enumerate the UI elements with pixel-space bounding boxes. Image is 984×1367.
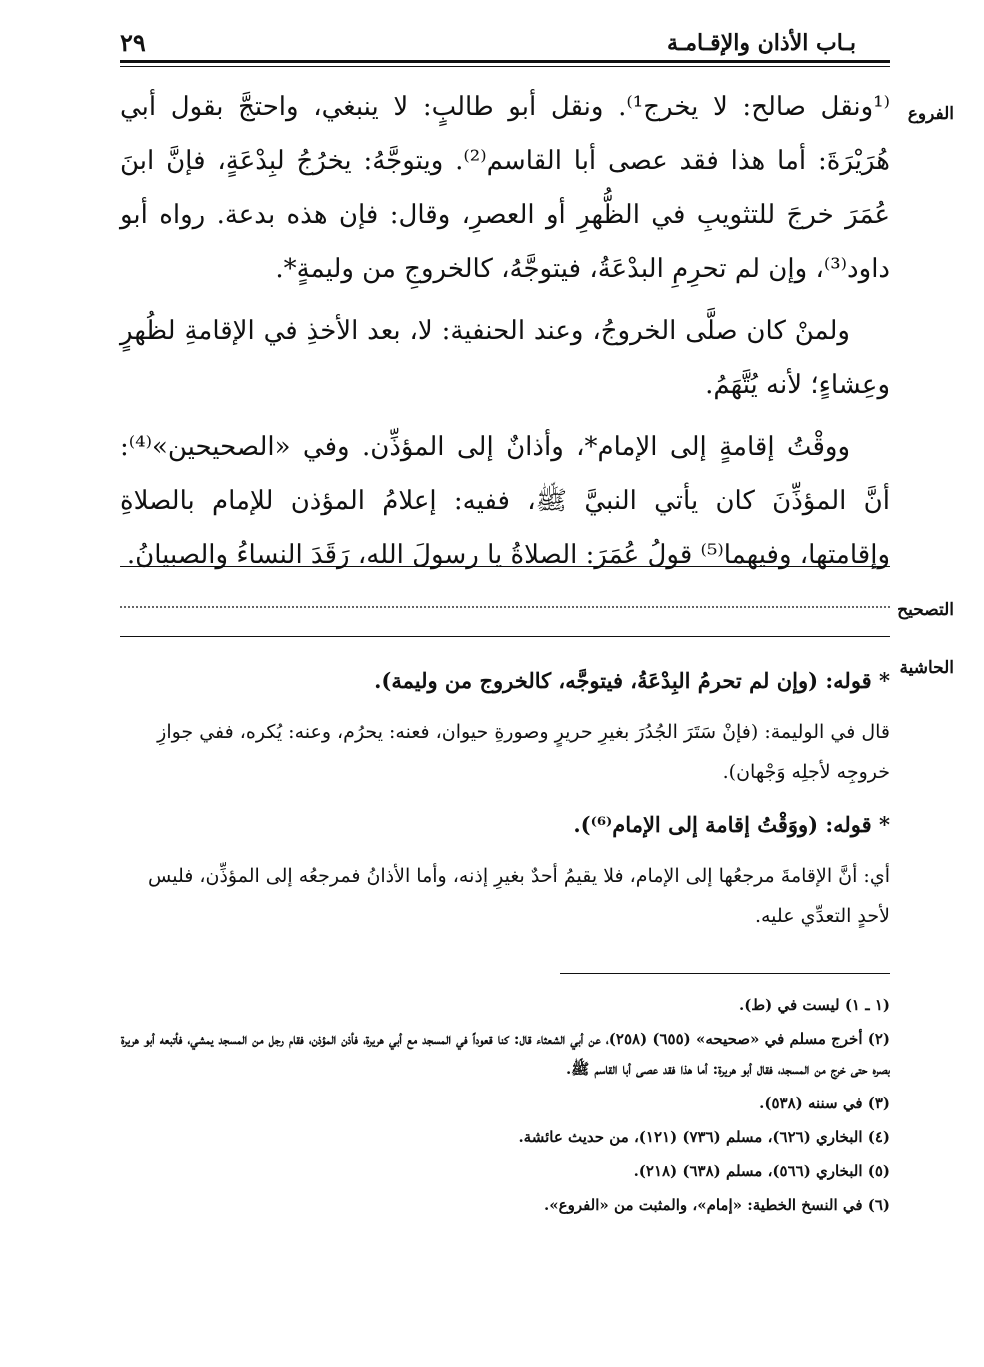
footnote-rule — [560, 973, 890, 974]
hashiya-comment: قال في الوليمة: (فإنْ سَتَرَ الجُدُرَ بغيرِ حريرٍ وصورةِ حيوان، فعنه: يحرُم، وعنه: يُكره، ففي جوازِ خروجِه لأجلِه وَجْهان). — [157, 721, 890, 783]
main-paragraph: ووقْتُ إقامةٍ إلى الإمام*، وأذانٌ إلى المؤذِّن. وفي «الصحيحين»⁽⁴⁾: أنَّ المؤذِّنَ كان يأتي النبيَّ ﷺ، ففيه: إعلامُ المؤذن للإمام بالصلاةِ وإقامتها، وفيهما⁽⁵⁾ قولُ عُمَرَ: الصلاةُ يا رسولَ الله، رَقَدَ النساءُ والصبيانُ. — [120, 432, 890, 570]
footnote: (٣) في سننه (٥٣٨). — [759, 1094, 890, 1112]
footnote: (٢) أخرج مسلم في «صحيحه» (٦٥٥) (٢٥٨)، عن أبي الشعثاء قال: كنا قعوداً في المسجد مع أبي هريرة، فأذن المؤذن، فقام رجل من المسجد يمشي، فأتبعه أبو هريرة بصره حتى خرج من المسجد، فقال أبو هريرة: أما هذا فقد عصى أبا القاسم ﷺ. — [121, 1030, 890, 1078]
tashih-section-rule — [120, 636, 890, 637]
tashih-dotted-line — [120, 606, 890, 608]
furu-section-rule — [120, 566, 890, 567]
hashiya-comment: أي: أنَّ الإقامةَ مرجعُها إلى الإمام، فلا يقيمُ أحدٌ بغيرِ إذنه، وأما الأذانُ فمرجعُه إلى المؤذِّن، فليس لأحدٍ التعدِّي عليه. — [147, 865, 890, 927]
main-paragraph: ولمنْ كان صلَّى الخروجُ، وعند الحنفية: لا، بعد الأخذِ في الإقامةِ لظُهرٍ وعِشاءٍ؛ لأنه يُتَّهَمُ. — [120, 316, 890, 400]
hashiya-section — [120, 660, 890, 948]
footnote: (٦) في النسخ الخطية: «إمام»، والمثبت من «الفروع». — [544, 1196, 890, 1214]
main-paragraph: ⁽¹ونقل صالح: لا يخرج¹⁾. ونقل أبو طالبٍ: لا ينبغي، واحتجَّ بقول أبي هُرَيْرَةَ: أما هذا فقد عصى أبا القاسم⁽²⁾. ويتوجَّهُ: يخرُجُ لبِدْعَةٍ، فإنَّ ابنَ عُمَرَ خرجَ للتثويبِ في الظُّهرِ أو العصرِ، وقال: فإن هذه بدعة. رواه أبو داود⁽³⁾، وإن لم تحرِمِ البدْعَةُ، فيتوجَّهُ، كالخروجِ من وليمةٍ*. — [120, 92, 890, 284]
footnote: (٥) البخاري (٥٦٦)، مسلم (٦٣٨) (٢١٨). — [633, 1162, 890, 1180]
footnote: (٤) البخاري (٦٢٦)، مسلم (٧٣٦) (١٢١)، من حديث عائشة. — [518, 1128, 890, 1146]
hashiya-quote: * قوله: (وإن لم تحرمُ البِدْعَةُ، فيتوجَّه، كالخروج من وليمة). — [374, 668, 890, 693]
footnotes — [120, 990, 890, 1224]
footnote: (١ ـ ١) ليست في (ط). — [738, 996, 890, 1014]
side-label-furu: الفروع — [907, 104, 954, 124]
side-label-tashih: التصحيح — [897, 600, 954, 620]
hashiya-quote: * قوله: (ووَقْتُ إقامة إلى الإمام⁽⁶⁾). — [573, 812, 890, 837]
chapter-header-title: بـاب الأذان والإقـامـة — [667, 30, 856, 56]
side-label-hashiya: الحاشية — [899, 658, 954, 678]
header-rule-thin — [120, 66, 890, 67]
main-text — [120, 80, 890, 582]
header-rule-thick — [120, 60, 890, 63]
page-number: ٢٩ — [120, 28, 146, 57]
